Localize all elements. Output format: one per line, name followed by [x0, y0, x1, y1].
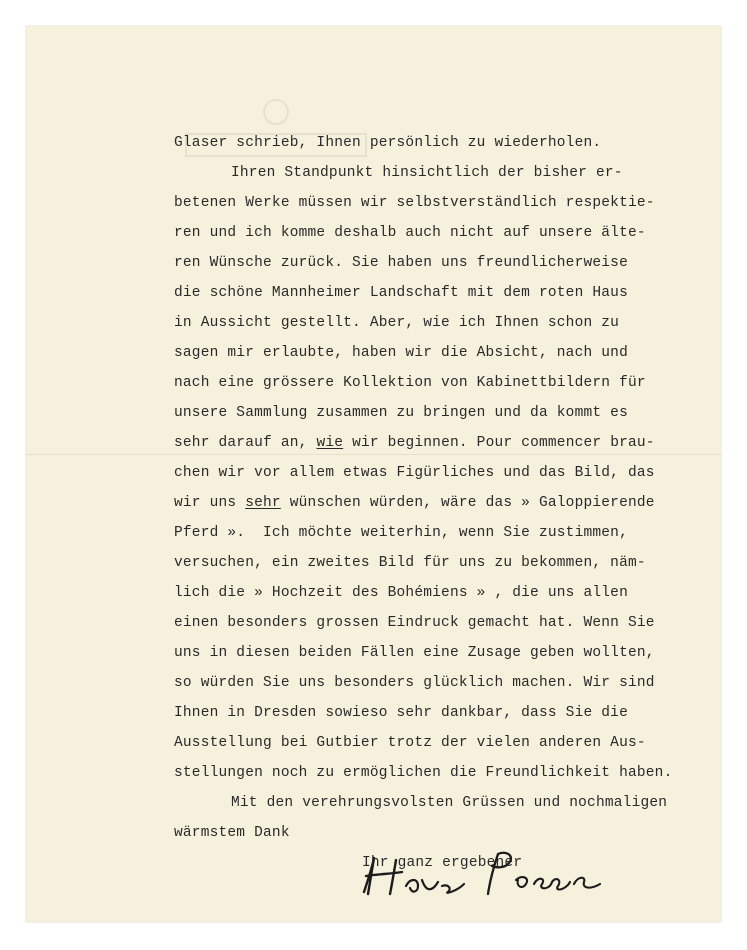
letter-line-13-b: wünschen würden, wäre das » Galoppierende — [289, 495, 655, 511]
letter-line-20: Ihnen in Dresden sowieso sehr dankbar, dass Sie die — [174, 705, 628, 721]
letter-line-18: uns in diesen beiden Fällen eine Zusage geben wollten, — [174, 645, 655, 661]
letter-line-3: betenen Werke müssen wir selbstverständlich respektie- — [174, 195, 655, 211]
letter-line-17: einen besonders grossen Eindruck gemacht hat. Wenn Sie — [174, 615, 655, 631]
letter-line-19: so würden Sie uns besonders glücklich machen. Wir sind — [174, 675, 655, 691]
paper-fold — [26, 454, 721, 455]
letter-line-13 — [174, 494, 655, 512]
letter-line-2: Ihren Standpunkt hinsichtlich der bisher er- — [231, 165, 623, 181]
letter-line-5: ren Wünsche zurück. Sie haben uns freundlicherweise — [174, 255, 628, 271]
letter-line-21: Ausstellung bei Gutbier trotz der vielen anderen Aus- — [174, 735, 646, 751]
letter-line-8: sagen mir erlaubte, haben wir die Absicht, nach und — [174, 345, 628, 361]
letter-line-11 — [174, 434, 655, 452]
letter-line-11-a: sehr darauf an, — [174, 435, 308, 451]
letter-line-7: in Aussicht gestellt. Aber, wie ich Ihnen schon zu — [174, 315, 620, 331]
letter-line-13-a: wir uns — [174, 495, 237, 511]
letter-line-15: versuchen, ein zweites Bild für uns zu bekommen, näm- — [174, 555, 646, 571]
closing-line-1: Mit den verehrungsvolsten Grüssen und nochmaligen — [231, 795, 668, 811]
handwritten-signature — [356, 840, 616, 900]
letter-line-1: Glaser schrieb, Ihnen persönlich zu wiederholen. — [174, 135, 602, 151]
letter-line-16: lich die » Hochzeit des Bohémiens » , die uns allen — [174, 585, 628, 601]
letter-page — [26, 26, 721, 922]
letter-line-4: ren und ich komme deshalb auch nicht auf unsere älte- — [174, 225, 646, 241]
closing-salutation: Ihr ganz ergebener — [362, 855, 523, 871]
letter-line-11-b: wir beginnen. Pour commencer brau- — [352, 435, 655, 451]
letter-line-10: unsere Sammlung zusammen zu bringen und da kommt es — [174, 405, 628, 421]
letter-line-14: Pferd ». Ich möchte weiterhin, wenn Sie zustimmen, — [174, 525, 628, 541]
letter-line-12: chen wir vor allem etwas Figürliches und das Bild, das — [174, 465, 655, 481]
letter-line-22: stellungen noch zu ermöglichen die Freundlichkeit haben. — [174, 765, 673, 781]
letter-line-6: die schöne Mannheimer Landschaft mit dem roten Haus — [174, 285, 628, 301]
underlined-word-wie: wie — [316, 435, 344, 451]
letter-line-9: nach eine grössere Kollektion von Kabinettbildern für — [174, 375, 646, 391]
underlined-word-sehr: sehr — [245, 495, 281, 511]
closing-line-2: wärmstem Dank — [174, 825, 290, 841]
letterhead-watermark — [166, 94, 386, 164]
